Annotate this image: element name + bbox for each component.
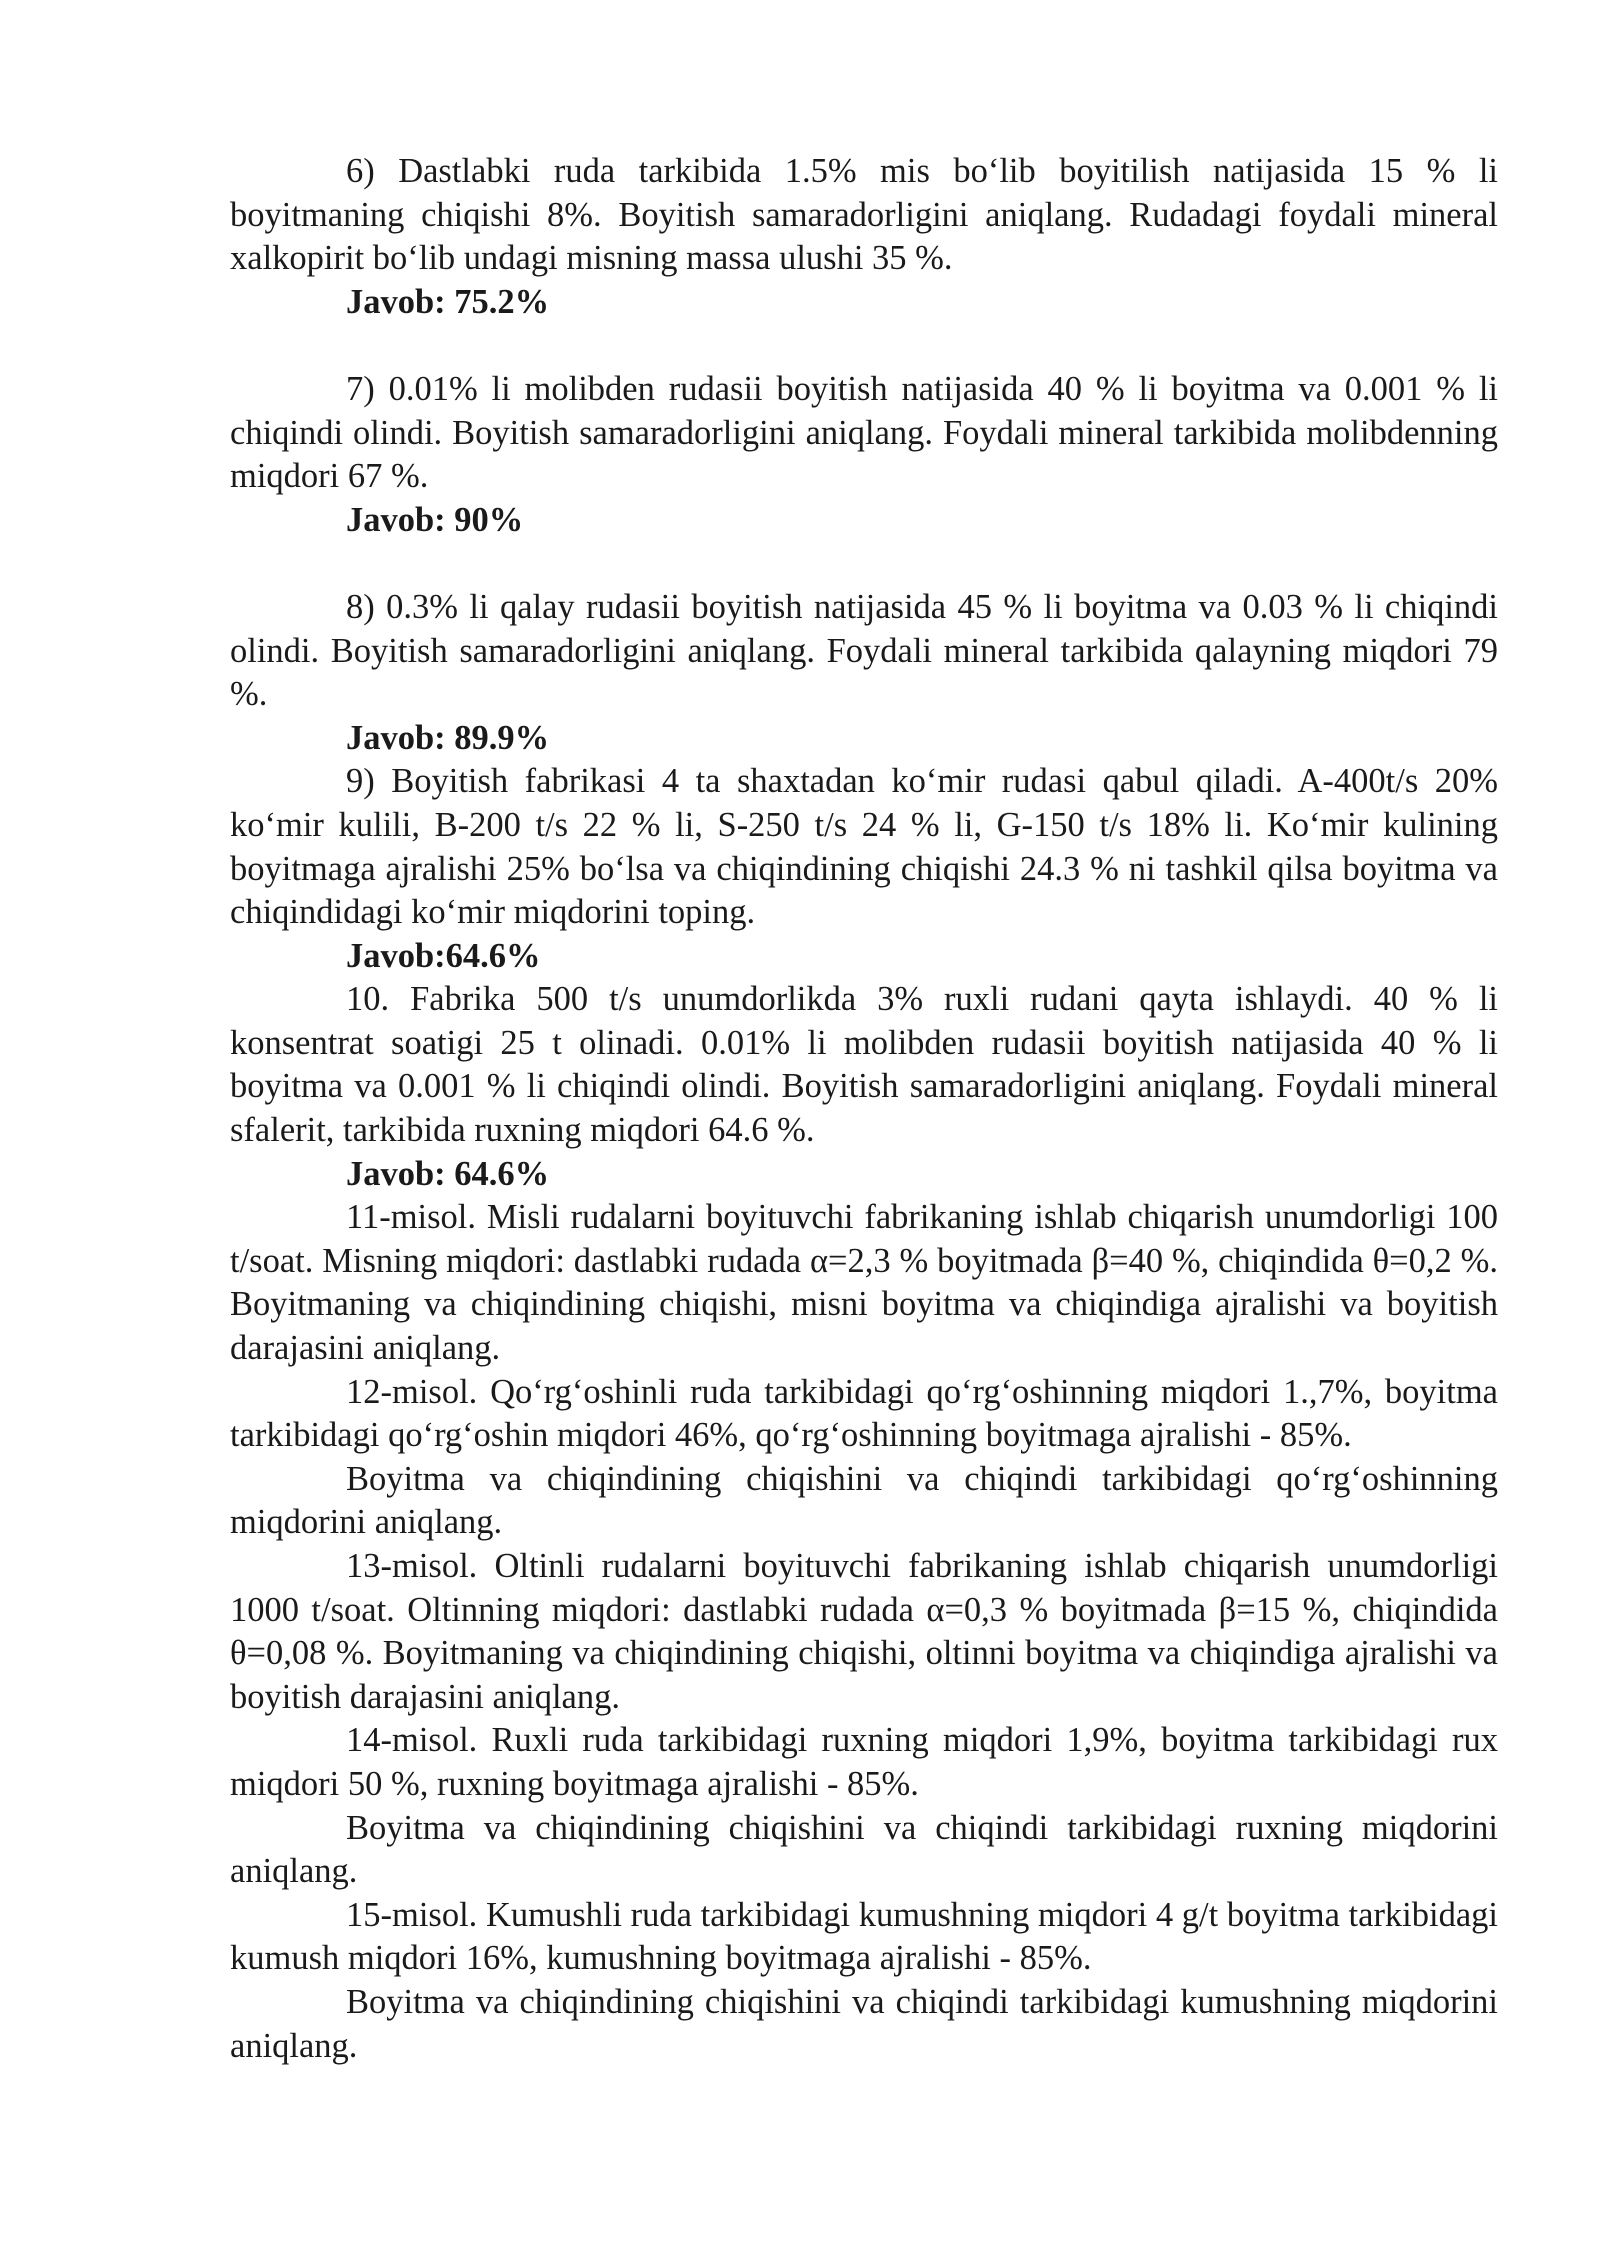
problem-9-answer: Javob:64.6% [346, 936, 541, 975]
example-12-text: 12-misol. Qo‘rg‘oshinli ruda tarkibidagi qo‘rg‘oshinning miqdori 1.,7%, boyitma tarkibidagi qo‘rg‘oshin miqdori 46%, qo‘rg‘oshinning boyitmaga ajralishi - 85%. [230, 1372, 1498, 1455]
problem-6-text: 6) Dastlabki ruda tarkibida 1.5% mis bo‘lib boyitilish natijasida 15 % li boyitmaning chiqishi 8%. Boyitish samaradorligini aniqlang. Rudadagi foydali mineral xalkopirit bo‘lib undagi misning massa ulushi 35 %. [230, 152, 1498, 278]
document-page [230, 150, 1498, 2068]
problem-8-text: 8) 0.3% li qalay rudasii boyitish natijasida 45 % li boyitma va 0.03 % li chiqindi olindi. Boyitish samaradorligini aniqlang. Foydali mineral tarkibida qalayning miqdori 79 %. [230, 587, 1498, 714]
example-12-task: Boyitma va chiqindining chiqishini va chiqindi tarkibidagi qo‘rg‘oshinning miqdorini aniqlang. [230, 1459, 1498, 1542]
paragraph-gap [230, 324, 1498, 368]
example-15-text: 15-misol. Kumushli ruda tarkibidagi kumushning miqdori 4 g/t boyitma tarkibidagi kumush miqdori 16%, kumushning boyitmaga ajralishi - 85%. [230, 1895, 1498, 1978]
problem-8-answer: Javob: 89.9% [346, 718, 550, 757]
problem-7-text: 7) 0.01% li molibden rudasii boyitish natijasida 40 % li boyitma va 0.001 % li chiqindi olindi. Boyitish samaradorligini aniqlang. Foydali mineral tarkibida molibdenning miqdori 67 %. [230, 369, 1498, 496]
paragraph-gap [230, 542, 1498, 586]
example-14-text: 14-misol. Ruxli ruda tarkibidagi ruxning miqdori 1,9%, boyitma tarkibidagi rux miqdori 50 %, ruxning boyitmaga ajralishi - 85%. [230, 1721, 1498, 1803]
problem-10-answer: Javob: 64.6% [346, 1154, 550, 1193]
problem-9-text: 9) Boyitish fabrikasi 4 ta shaxtadan ko‘mir rudasi qabul qiladi. A-400t/s 20% ko‘mir kulili, B-200 t/s 22 % li, S-250 t/s 24 % li, G-150 t/s 18% li. Ko‘mir kulining boyitmaga ajralishi 25% bo‘lsa va chiqindining chiqishi 24.3 % ni tashkil qilsa boyitma va chiqindidagi ko‘mir miqdorini toping. [230, 762, 1498, 932]
example-15-task: Boyitma va chiqindining chiqishini va chiqindi tarkibidagi kumushning miqdorini aniqlang. [230, 1982, 1498, 2065]
example-13-text: 13-misol. Oltinli rudalarni boyituvchi fabrikaning ishlab chiqarish unumdorligi 1000 t/soat. Oltinning miqdori: dastlabki rudada α=0,3 % boyitmada β=15 %, chiqindida θ=0,08 %. Boyitmaning va chiqindining chiqishi, oltinni boyitma va chiqindiga ajralishi va boyitish darajasini aniqlang. [230, 1547, 1498, 1716]
problem-6-answer: Javob: 75.2% [346, 282, 550, 321]
example-11-text: 11-misol. Misli rudalarni boyituvchi fabrikaning ishlab chiqarish unumdorligi 100 t/soat. Misning miqdori: dastlabki rudada α=2,3 % boyitmada β=40 %, chiqindida θ=0,2 %. Boyitmaning va chiqindining chiqishi, misni boyitma va chiqindiga ajralishi va boyitish darajasini aniqlang. [230, 1198, 1498, 1368]
problem-7-answer: Javob: 90% [346, 500, 524, 539]
example-14-task: Boyitma va chiqindining chiqishini va chiqindi tarkibidagi ruxning miqdorini aniqlang. [230, 1808, 1498, 1891]
problem-10-text: 10. Fabrika 500 t/s unumdorlikda 3% ruxli rudani qayta ishlaydi. 40 % li konsentrat soatigi 25 t olinadi. 0.01% li molibden rudasii boyitish natijasida 40 % li boyitma va 0.001 % li chiqindi olindi. Boyitish samaradorligini aniqlang. Foydali mineral sfalerit, tarkibida ruxning miqdori 64.6 %. [230, 980, 1498, 1150]
